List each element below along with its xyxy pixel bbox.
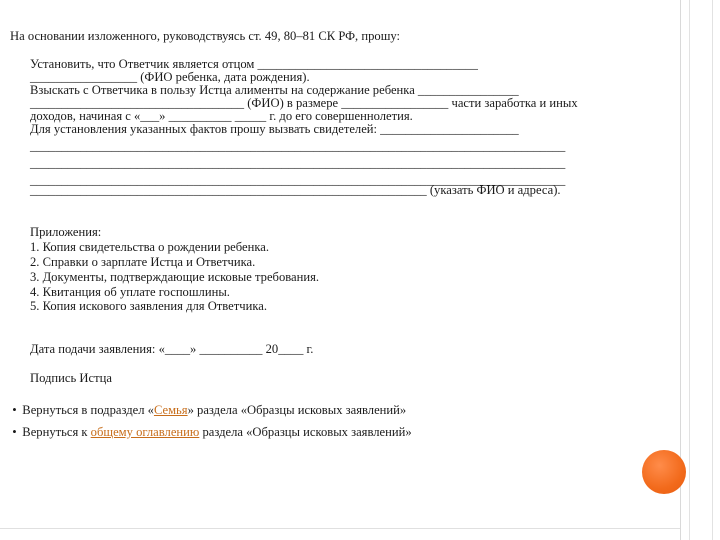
intro-text: На основании изложенного, руководствуясь ст. 49, 80–81 СК РФ, прошу: [10,29,401,43]
bullet-marker: • [12,403,17,417]
nav-link-prefix: Вернуться к [22,425,91,439]
nav-link-suffix: » раздела «Образцы исковых заявлений» [187,403,407,417]
blank-line: _____________________________________________________________________________________ [30,156,566,170]
attachment-item: 3. Документы, подтверждающие исковые требования. [30,270,320,284]
request-line: доходов, начиная с «___» __________ _____ г. до его совершеннолетия. [30,109,413,123]
attachment-item: 4. Квитанция об уплате госпошлины. [30,285,230,299]
attachments-title: Приложения: [30,225,102,239]
request-line: _________________ (ФИО ребенка, дата рождения). [30,70,310,84]
request-line: Взыскать с Ответчика в пользу Истца алименты на содержание ребенка ________________ [30,83,519,97]
signature-label: Подпись Истца [30,371,112,385]
slide-frame-bottom [0,528,680,529]
request-line: _______________________________________________________________ (указать ФИО и адреса). [30,183,561,197]
nav-link-prefix: Вернуться в подраздел « [22,403,154,417]
filing-date: Дата подачи заявления: «____» __________ 20____ г. [30,342,314,356]
request-line: __________________________________ (ФИО) в размере _________________ части заработка и иных [30,96,578,110]
request-line: Установить, что Ответчик является отцом ___________________________________ [30,57,478,71]
table-of-contents-link[interactable]: общему оглавлению [90,425,200,439]
attachment-item: 1. Копия свидетельства о рождении ребенка. [30,240,270,254]
request-line: Для установления указанных фактов прошу вызвать свидетелей: ______________________ [30,122,519,136]
nav-link-suffix: раздела «Образцы исковых заявлений» [199,425,412,439]
attachment-item: 2. Справки о зарплате Истца и Ответчика. [30,255,256,269]
family-subsection-link[interactable]: Семья [153,403,188,417]
blank-line: _____________________________________________________________________________________ [30,173,566,187]
slide-frame-right [680,0,720,540]
bullet-marker: • [12,425,17,439]
blank-line: _____________________________________________________________________________________ [30,139,566,153]
orange-circle-decoration [642,450,686,494]
nav-link-row [6,411,412,439]
attachment-item: 5. Копия искового заявления для Ответчика. [30,299,268,313]
